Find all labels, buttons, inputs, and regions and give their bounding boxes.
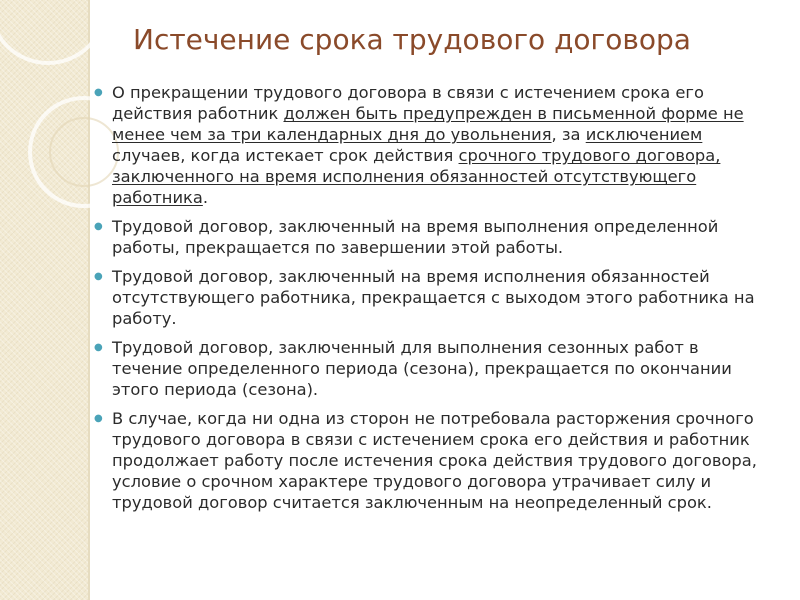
bullet-dot-icon: ● <box>94 413 103 424</box>
item-text: Трудовой договор, заключенный на время исполнения обязанностей отсутствующего работника, прекращается с выходом этого работника на работу. <box>112 267 755 328</box>
bullet-dot-icon: ● <box>94 271 103 282</box>
item-text: Трудовой договор, заключенный на время выполнения определенной работы, прекращается по завершении этой работы. <box>112 217 719 257</box>
item-text-segment: О прекращении трудового договора в связи с истечением срока его действия работник <box>112 83 704 123</box>
item-text-segment: , за <box>551 125 586 144</box>
item-text: В случае, когда ни одна из сторон не потребовала расторжения срочного трудового договора в связи с истечением срока его действия и работник продолжает работу после истечения срока действия трудового договора, условие о срочном характере трудового договора утрачивает силу и трудовой договор считается заключенным на неопределенный срок. <box>112 409 757 512</box>
list-item <box>94 337 770 400</box>
item-text: Трудовой договор, заключенный для выполнения сезонных работ в течение определенного периода (сезона), прекращается по окончании этого периода (сезона). <box>112 338 732 399</box>
underlined-phrase-fixed-term-contract: срочного трудового договора, заключенного на время исполнения обязанностей отсутствующего работника <box>112 146 721 207</box>
underlined-word-exception: исключением <box>585 125 703 144</box>
bullet-dot-icon: ● <box>94 221 103 232</box>
list-item <box>94 266 770 329</box>
bullet-list <box>94 82 770 521</box>
item-text-segment: . <box>202 188 209 207</box>
deco-ring-top <box>0 0 106 63</box>
bullet-dot-icon: ● <box>94 342 103 353</box>
item-text-segment: случаев, когда истекает срок действия <box>112 146 459 165</box>
list-item <box>94 408 770 513</box>
list-item <box>94 82 770 208</box>
slide-title: Истечение срока трудового договора <box>133 23 691 56</box>
bullet-dot-icon: ● <box>94 87 103 98</box>
list-item <box>94 216 770 258</box>
underlined-phrase-warning: должен быть предупрежден в письменной форме не менее чем за три календарных дня до увольнения <box>112 104 744 144</box>
